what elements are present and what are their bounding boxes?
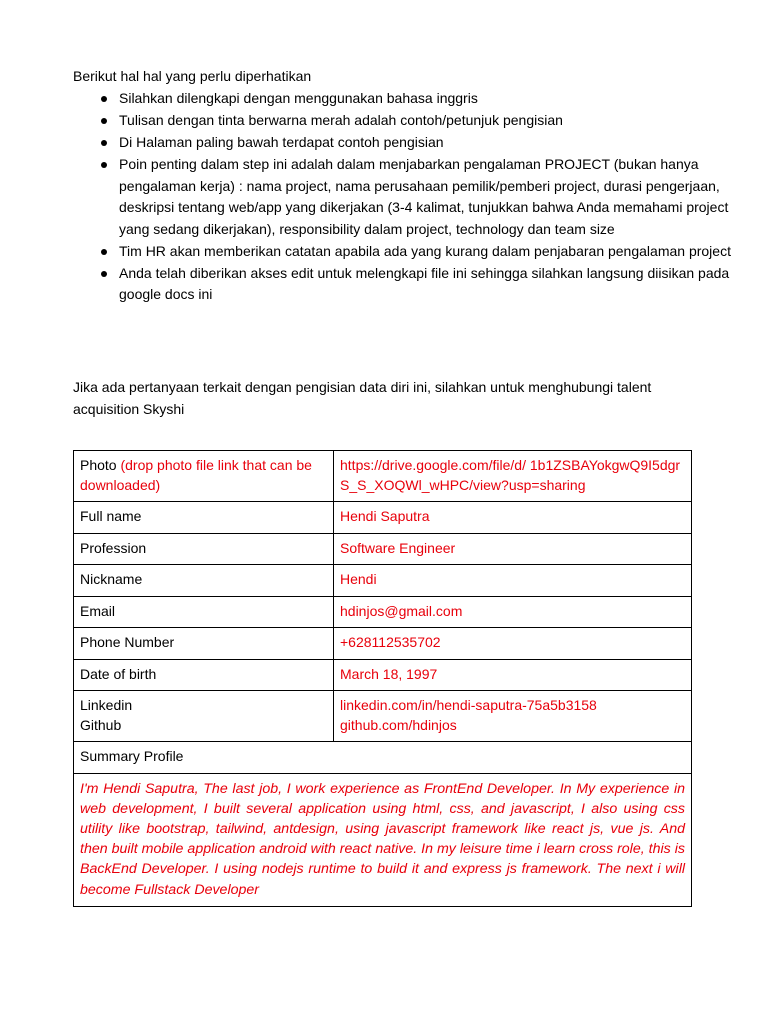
social-value-cell: [334, 691, 692, 742]
linkedin-label: Linkedin: [80, 697, 133, 713]
table-row: [74, 742, 692, 774]
list-item: Di Halaman paling bawah terdapat contoh pengisian: [119, 132, 749, 154]
intro-heading: Berikut hal hal yang perlu diperhatikan: [73, 68, 312, 84]
fullname-label: Full name: [74, 502, 334, 534]
table-row: [74, 773, 692, 906]
photo-label: Photo: [80, 457, 117, 473]
table-row: [74, 596, 692, 628]
photo-hint: (drop photo file link that can be downloaded): [80, 457, 312, 493]
table-row: [74, 628, 692, 660]
photo-value-cell: [334, 451, 692, 502]
fullname-value: Hendi Saputra: [334, 502, 692, 534]
contact-note: Jika ada pertanyaan terkait dengan pengisian data diri ini, silahkan untuk menghubungi talent acquisition Skyshi: [73, 379, 652, 417]
dob-label: Date of birth: [74, 659, 334, 691]
list-item: Tulisan dengan tinta berwarna merah adalah contoh/petunjuk pengisian: [119, 110, 749, 132]
table-row: [74, 451, 692, 502]
summary-label: Summary Profile: [74, 742, 692, 774]
table-row: [74, 659, 692, 691]
table-row: [74, 533, 692, 565]
dob-value: March 18, 1997: [334, 659, 692, 691]
summary-text: I'm Hendi Saputra, The last job, I work experience as FrontEnd Developer. In My experience in web development, I built several application using html, css, and javascript, I also using css utility like bootstrap, tailwind, antdesign, using javascript framework like react js, vue js. And then built mobile application android with react native. In my leisure time i learn cross role, this is BackEnd Developer. I using nodejs runtime to build it and express js framework. The next i will become Fullstack Developer: [80, 780, 685, 898]
profile-table: [73, 450, 692, 907]
github-link[interactable]: github.com/hdinjos: [340, 716, 457, 733]
phone-label: Phone Number: [74, 628, 334, 660]
list-item: Anda telah diberikan akses edit untuk melengkapi file ini sehingga silahkan langsung diisikan pada google docs ini: [119, 263, 749, 306]
table-row: [74, 565, 692, 597]
list-item: Tim HR akan memberikan catatan apabila ada yang kurang dalam penjabaran pengalaman project: [119, 241, 749, 263]
instruction-list: [73, 88, 749, 306]
photo-link[interactable]: https://drive.google.com/file/d/ 1b1ZSBAYokgwQ9I5dgrS_S_XOQWl_wHPC/view?usp=sharing: [340, 457, 681, 493]
phone-value: +628112535702: [334, 628, 692, 660]
photo-label-cell: [74, 451, 334, 502]
summary-value-cell: [74, 773, 692, 906]
table-row: [74, 502, 692, 534]
list-item: Poin penting dalam step ini adalah dalam menjabarkan pengalaman PROJECT (bukan hanya pengalaman kerja) : nama project, nama perusahaan pemilik/pemberi project, durasi pengerjaan, deskripsi tentang web/app yang dikerjakan (3-4 kalimat, tunjukkan bahwa Anda memahami project yang sedang dikerjakan), responsibility dalam project, technology dan team size: [119, 154, 749, 240]
nickname-value: Hendi: [334, 565, 692, 597]
email-label: Email: [74, 596, 334, 628]
list-item: Silahkan dilengkapi dengan menggunakan bahasa inggris: [119, 88, 749, 110]
profession-label: Profession: [74, 533, 334, 565]
github-label: Github: [80, 716, 122, 733]
nickname-label: Nickname: [74, 565, 334, 597]
profession-value: Software Engineer: [334, 533, 692, 565]
email-value: hdinjos@gmail.com: [334, 596, 692, 628]
table-row: [74, 691, 692, 742]
social-label-cell: [74, 691, 334, 742]
linkedin-link[interactable]: linkedin.com/in/hendi-saputra-75a5b3158: [340, 697, 597, 713]
